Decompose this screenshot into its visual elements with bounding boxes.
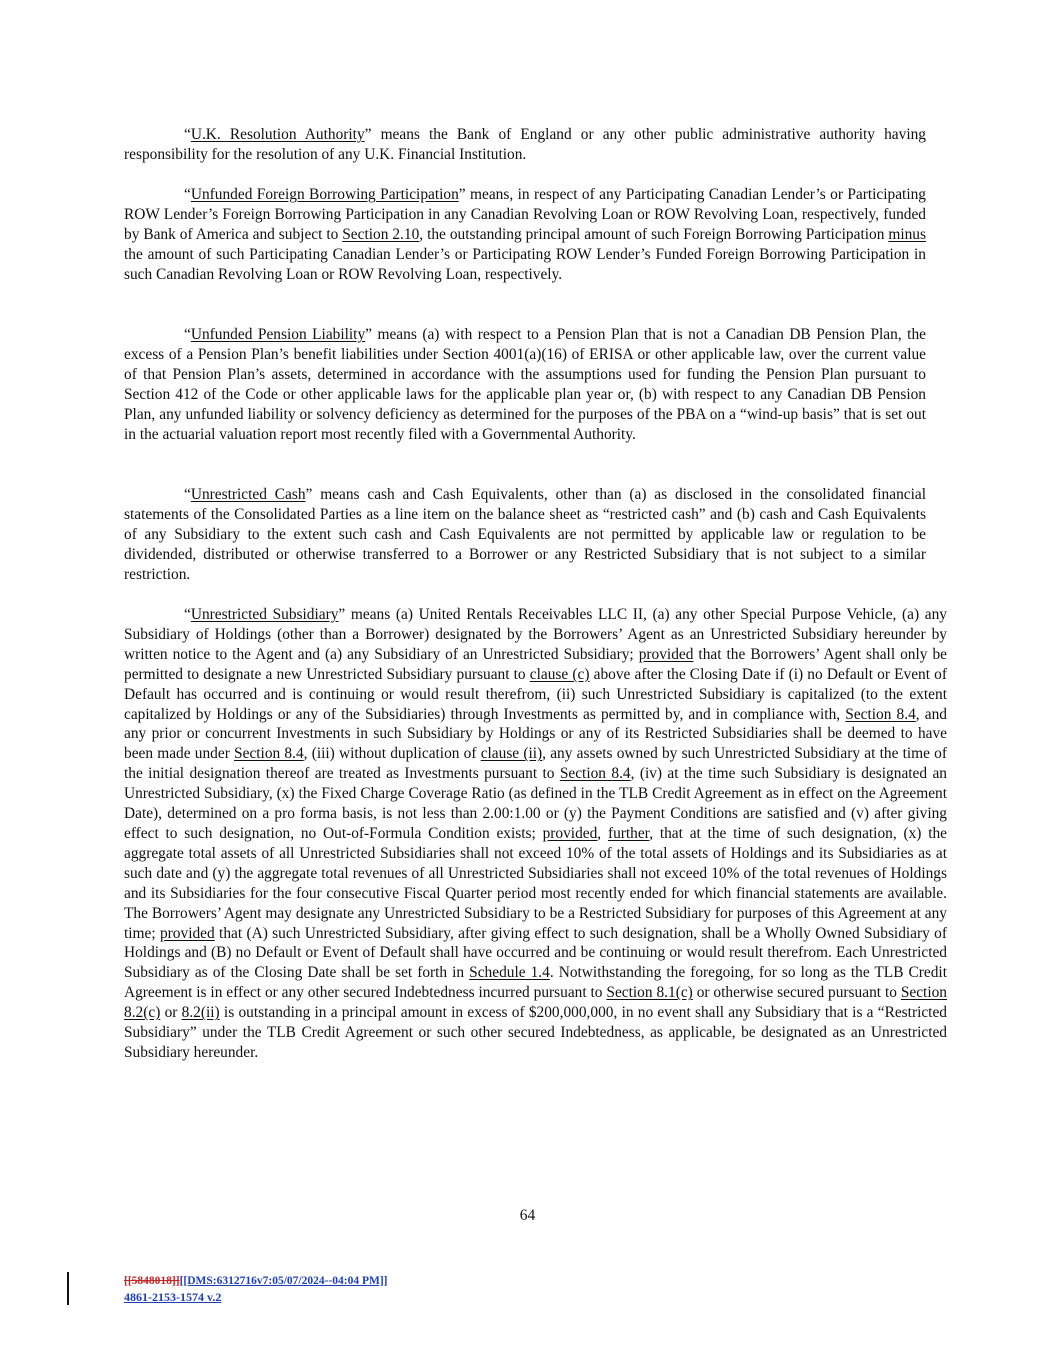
definition-unfunded-foreign-borrowing-participation: “Unfunded Foreign Borrowing Participation” means, in respect of any Participating Canadian Lender’s or Participating ROW Lender’s Foreign Borrowing Participation in any Canadian Revolving Loan or ROW Revolving Loan, respectively, funded by Bank of America and subject to Section 2.10, the outstanding principal amount of such Foreign Borrowing Participation minus the amount of such Participating Canadian Lender’s or Participating ROW Lender’s Funded Foreign Borrowing Participation in such Canadian Revolving Loan or ROW Revolving Loan, respectively. (124, 186, 926, 283)
footer-deleted-ref: [[5848018]] (124, 1275, 180, 1287)
definition-text: that the Borrowers’ Agent shall only be permitted to designate a new Unrestricted Subsidiary pursuant to (124, 645, 948, 683)
footer-inserted-ref: [[DMS:6312716v7:05/07/2024--04:04 PM]] (179, 1275, 388, 1287)
document-footer (124, 1273, 388, 1306)
section-reference: Section 2.10 (342, 225, 420, 243)
schedule-reference: Schedule 1.4 (469, 964, 550, 982)
definition-text: ” means cash and Cash Equivalents, other than (a) as disclosed in the consolidated financial statements of the Consolidated Parties as a line item on the balance sheet as “restricted cash” and (b) cash and Cash Equivalents of any Subsidiary to the extent such cash and Cash Equivalents are not permitted by applicable law or regulation to be dividended, distributed or otherwise transferred to a Borrower or any Restricted Subsidiary that is not subject to a similar restriction. (124, 486, 926, 583)
defined-term: Unfunded Pension Liability (190, 326, 366, 343)
definition-text: , (iii) without duplication of (303, 745, 481, 763)
definition-text: , any assets owned by such Unrestricted Subsidiary at the time of the initial designation thereof are treated as Investments pursuant to (124, 745, 947, 783)
definition-text: above after the Closing Date if (i) no Default or Event of Default has occurred and is continuing or would result therefrom, (ii) such Unrestricted Subsidiary is capitalized (to the extent capitalized by Holdings or any of the Subsidiaries) through Investments as permitted by, and in compliance with, (124, 665, 947, 723)
defined-term: U.K. Resolution Authority (190, 126, 365, 143)
definition-unfunded-pension-liability: “Unfunded Pension Liability” means (a) with respect to a Pension Plan that is not a Canadian DB Pension Plan, the excess of a Pension Plan’s benefit liabilities under Section 4001(a)(16) of ERISA or other applicable law, over the current value of that Pension Plan’s assets, determined in accordance with the assumptions used for funding the Pension Plan pursuant to Section 412 of the Code or other applicable laws for the applicable plan year or, (b) with respect to any Canadian DB Pension Plan, any unfunded liability or solvency deficiency as determined for the purposes of the PBA on a “wind-up basis” that is set out in the actuarial valuation report most recently filed with a Governmental Authority. (124, 326, 926, 443)
defined-term: Unrestricted Cash (190, 486, 306, 503)
section-reference: Section 8.2(c) (124, 984, 947, 1022)
change-bar (67, 1272, 69, 1305)
definition-text: or (160, 1004, 182, 1022)
defined-term: Unrestricted Subsidiary (190, 606, 339, 623)
definition-text: ” means, in respect of any Participating Canadian Lender’s or Participating ROW Lender’s Foreign Borrowing Participation in any Canadian Revolving Loan or ROW Revolving Loan, respectively, funded by Bank of America and subject to (124, 186, 926, 243)
definition-text: . Notwithstanding the foregoing, for so long as the TLB Credit Agreement is in effect or any other secured Indebtedness incurred pursuant to (124, 964, 947, 1002)
emphasis-term: provided (638, 645, 694, 663)
definition-text: ” means the Bank of England or any other public administrative authority having responsibility for the resolution of any U.K. Financial Institution. (124, 126, 926, 163)
definition-text: is outstanding in a principal amount in excess of $200,000,000, in no event shall any Subsidiary that is a “Restricted Subsidiary” under the TLB Credit Agreement or such other secured Indebtedness, as applicable, be designated as an Unrestricted Subsidiary hereunder. (124, 1004, 947, 1061)
definition-text: , and any prior or concurrent Investments in such Subsidiary by Holdings or any of its Restricted Subsidiaries shall be deemed to have been made under (124, 705, 947, 763)
page-number: 64 (519, 1207, 536, 1224)
section-reference: 8.2(ii) (181, 1004, 220, 1022)
clause-reference: clause (c) (529, 665, 590, 683)
section-reference: Section 8.4 (234, 745, 304, 763)
definition-text: , the outstanding principal amount of such Foreign Borrowing Participation (419, 225, 889, 243)
definition-text: the amount of such Participating Canadian Lender’s or Participating ROW Lender’s Funded Foreign Borrowing Participation in such Canadian Revolving Loan or ROW Revolving Loan, respectively. (124, 245, 926, 283)
emphasis-term: provided (542, 824, 598, 842)
definition-text: , (597, 824, 608, 842)
emphasis-term: further (607, 824, 650, 842)
definition-text: or otherwise secured pursuant to (692, 984, 901, 1002)
definition-text: ” means (a) with respect to a Pension Plan that is not a Canadian DB Pension Plan, the excess of a Pension Plan’s benefit liabilities under Section 4001(a)(16) of ERISA or other applicable law, over the current value of that Pension Plan’s assets, determined in accordance with the assumptions used for funding the Pension Plan pursuant to Section 412 of the Code or other applicable laws for the applicable plan year or, (b) with respect to any Canadian DB Pension Plan, any unfunded liability or solvency deficiency as determined for the purposes of the PBA on a “wind-up basis” that is set out in the actuarial valuation report most recently filed with a Governmental Authority. (124, 326, 926, 443)
definition-text: ” means (a) United Rentals Receivables LLC II, (a) any other Special Purpose Vehicle, (a) any Subsidiary of Holdings (other than a Borrower) designated by the Borrowers’ Agent as an Unrestricted Subsidiary hereunder by written notice to the Agent and (a) any Subsidiary of an Unrestricted Subsidiary; (124, 606, 947, 663)
definition-unrestricted-subsidiary: “Unrestricted Subsidiary” means (a) United Rentals Receivables LLC II, (a) any other Special Purpose Vehicle, (a) any Subsidiary of Holdings (other than a Borrower) designated by the Borrowers’ Agent as an Unrestricted Subsidiary hereunder by written notice to the Agent and (a) any Subsidiary of an Unrestricted Subsidiary; provided that the Borrowers’ Agent shall only be permitted to designate a new Unrestricted Subsidiary pursuant to clause (c) above after the Closing Date if (i) no Default or Event of Default has occurred and is continuing or would result therefrom, (ii) such Unrestricted Subsidiary is capitalized (to the extent capitalized by Holdings or any of the Subsidiaries) through Investments as permitted by, and in compliance with, Section 8.4, and any prior or concurrent Investments in such Subsidiary by Holdings or any of its Restricted Subsidiaries shall be deemed to have been made under Section 8.4, (iii) without duplication of clause (ii), any assets owned by such Unrestricted Subsidiary at the time of the initial designation thereof are treated as Investments pursuant to Section 8.4, (iv) at the time such Subsidiary is designated an Unrestricted Subsidiary, (x) the Fixed Charge Coverage Ratio (as defined in the TLB Credit Agreement as in effect on the Agreement Date), determined on a pro forma basis, is not less than 2.00:1.00 or (y) the Payment Conditions are satisfied and (v) after giving effect to such designation, no Out-of-Formula Condition exists; provided, further, that at the time of such designation, (x) the aggregate total assets of all Unrestricted Subsidiaries shall not exceed 10% of the total assets of Holdings and its Subsidiaries as at such date and (y) the aggregate total revenues of all Unrestricted Subsidiaries shall not exceed 10% of the total revenues of Holdings and its Subsidiaries for the four consecutive Fiscal Quarter period most recently ended for which financial statements are available. The Borrowers’ Agent may designate any Unrestricted Subsidiary to be a Restricted Subsidiary for purposes of this Agreement at any time; provided that (A) such Unrestricted Subsidiary, after giving effect to such designation, shall be a Wholly Owned Subsidiary of Holdings and (B) no Default or Event of Default shall have occurred and be continuing or would result therefrom. Each Unrestricted Subsidiary as of the Closing Date shall be set forth in Schedule 1.4. Notwithstanding the foregoing, for so long as the TLB Credit Agreement is in effect or any other secured Indebtedness incurred pursuant to Section 8.1(c) or otherwise secured pursuant to Section 8.2(c) or 8.2(ii) is outstanding in a principal amount in excess of $200,000,000, in no event shall any Subsidiary that is a “Restricted Subsidiary” under the TLB Credit Agreement or such other secured Indebtedness, as applicable, be designated as an Unrestricted Subsidiary hereunder. (124, 606, 948, 1061)
definition-text: , that at the time of such designation, (x) the aggregate total assets of all Unrestricted Subsidiaries shall not exceed 10% of the total assets of Holdings and its Subsidiaries as at such date and (y) the aggregate total revenues of all Unrestricted Subsidiaries shall not exceed 10% of the total revenues of Holdings and its Subsidiaries for the four consecutive Fiscal Quarter period most recently ended for which financial statements are available. The Borrowers’ Agent may designate any Unrestricted Subsidiary to be a Restricted Subsidiary for purposes of this Agreement at any time; (124, 824, 947, 942)
footer-doc-number: 4861-2153-1574 v.2 (124, 1290, 222, 1304)
emphasis-term: minus (888, 225, 926, 243)
defined-term: Unfunded Foreign Borrowing Participation (190, 186, 459, 203)
section-reference: Section 8.1(c) (606, 984, 693, 1002)
definition-unrestricted-cash: “Unrestricted Cash” means cash and Cash Equivalents, other than (a) as disclosed in the consolidated financial statements of the Consolidated Parties as a line item on the balance sheet as “restricted cash” and (b) cash and Cash Equivalents of any Subsidiary to the extent such cash and Cash Equivalents are not permitted by applicable law or regulation to be dividended, distributed or otherwise transferred to a Borrower or any Restricted Subsidiary that is not subject to a similar restriction. (124, 486, 926, 583)
emphasis-term: provided (159, 924, 215, 942)
definition-uk-resolution-authority: “U.K. Resolution Authority” means the Bank of England or any other public administrative authority having responsibility for the resolution of any U.K. Financial Institution. (124, 126, 926, 163)
section-reference: Section 8.4 (559, 765, 631, 783)
section-reference: Section 8.4 (845, 705, 916, 723)
clause-reference: clause (ii) (480, 745, 543, 763)
definition-text: that (A) such Unrestricted Subsidiary, after giving effect to such designation, shall be a Wholly Owned Subsidiary of Holdings and (B) no Default or Event of Default shall have occurred and be continuing or would result therefrom. Each Unrestricted Subsidiary as of the Closing Date shall be set forth in (124, 924, 947, 982)
definition-text: , (iv) at the time such Subsidiary is designated an Unrestricted Subsidiary, (x) the Fixed Charge Coverage Ratio (as defined in the TLB Credit Agreement as in effect on the Agreement Date), determined on a pro forma basis, is not less than 2.00:1.00 or (y) the Payment Conditions are satisfied and (v) after giving effect to such designation, no Out-of-Formula Condition exists; (124, 765, 947, 842)
